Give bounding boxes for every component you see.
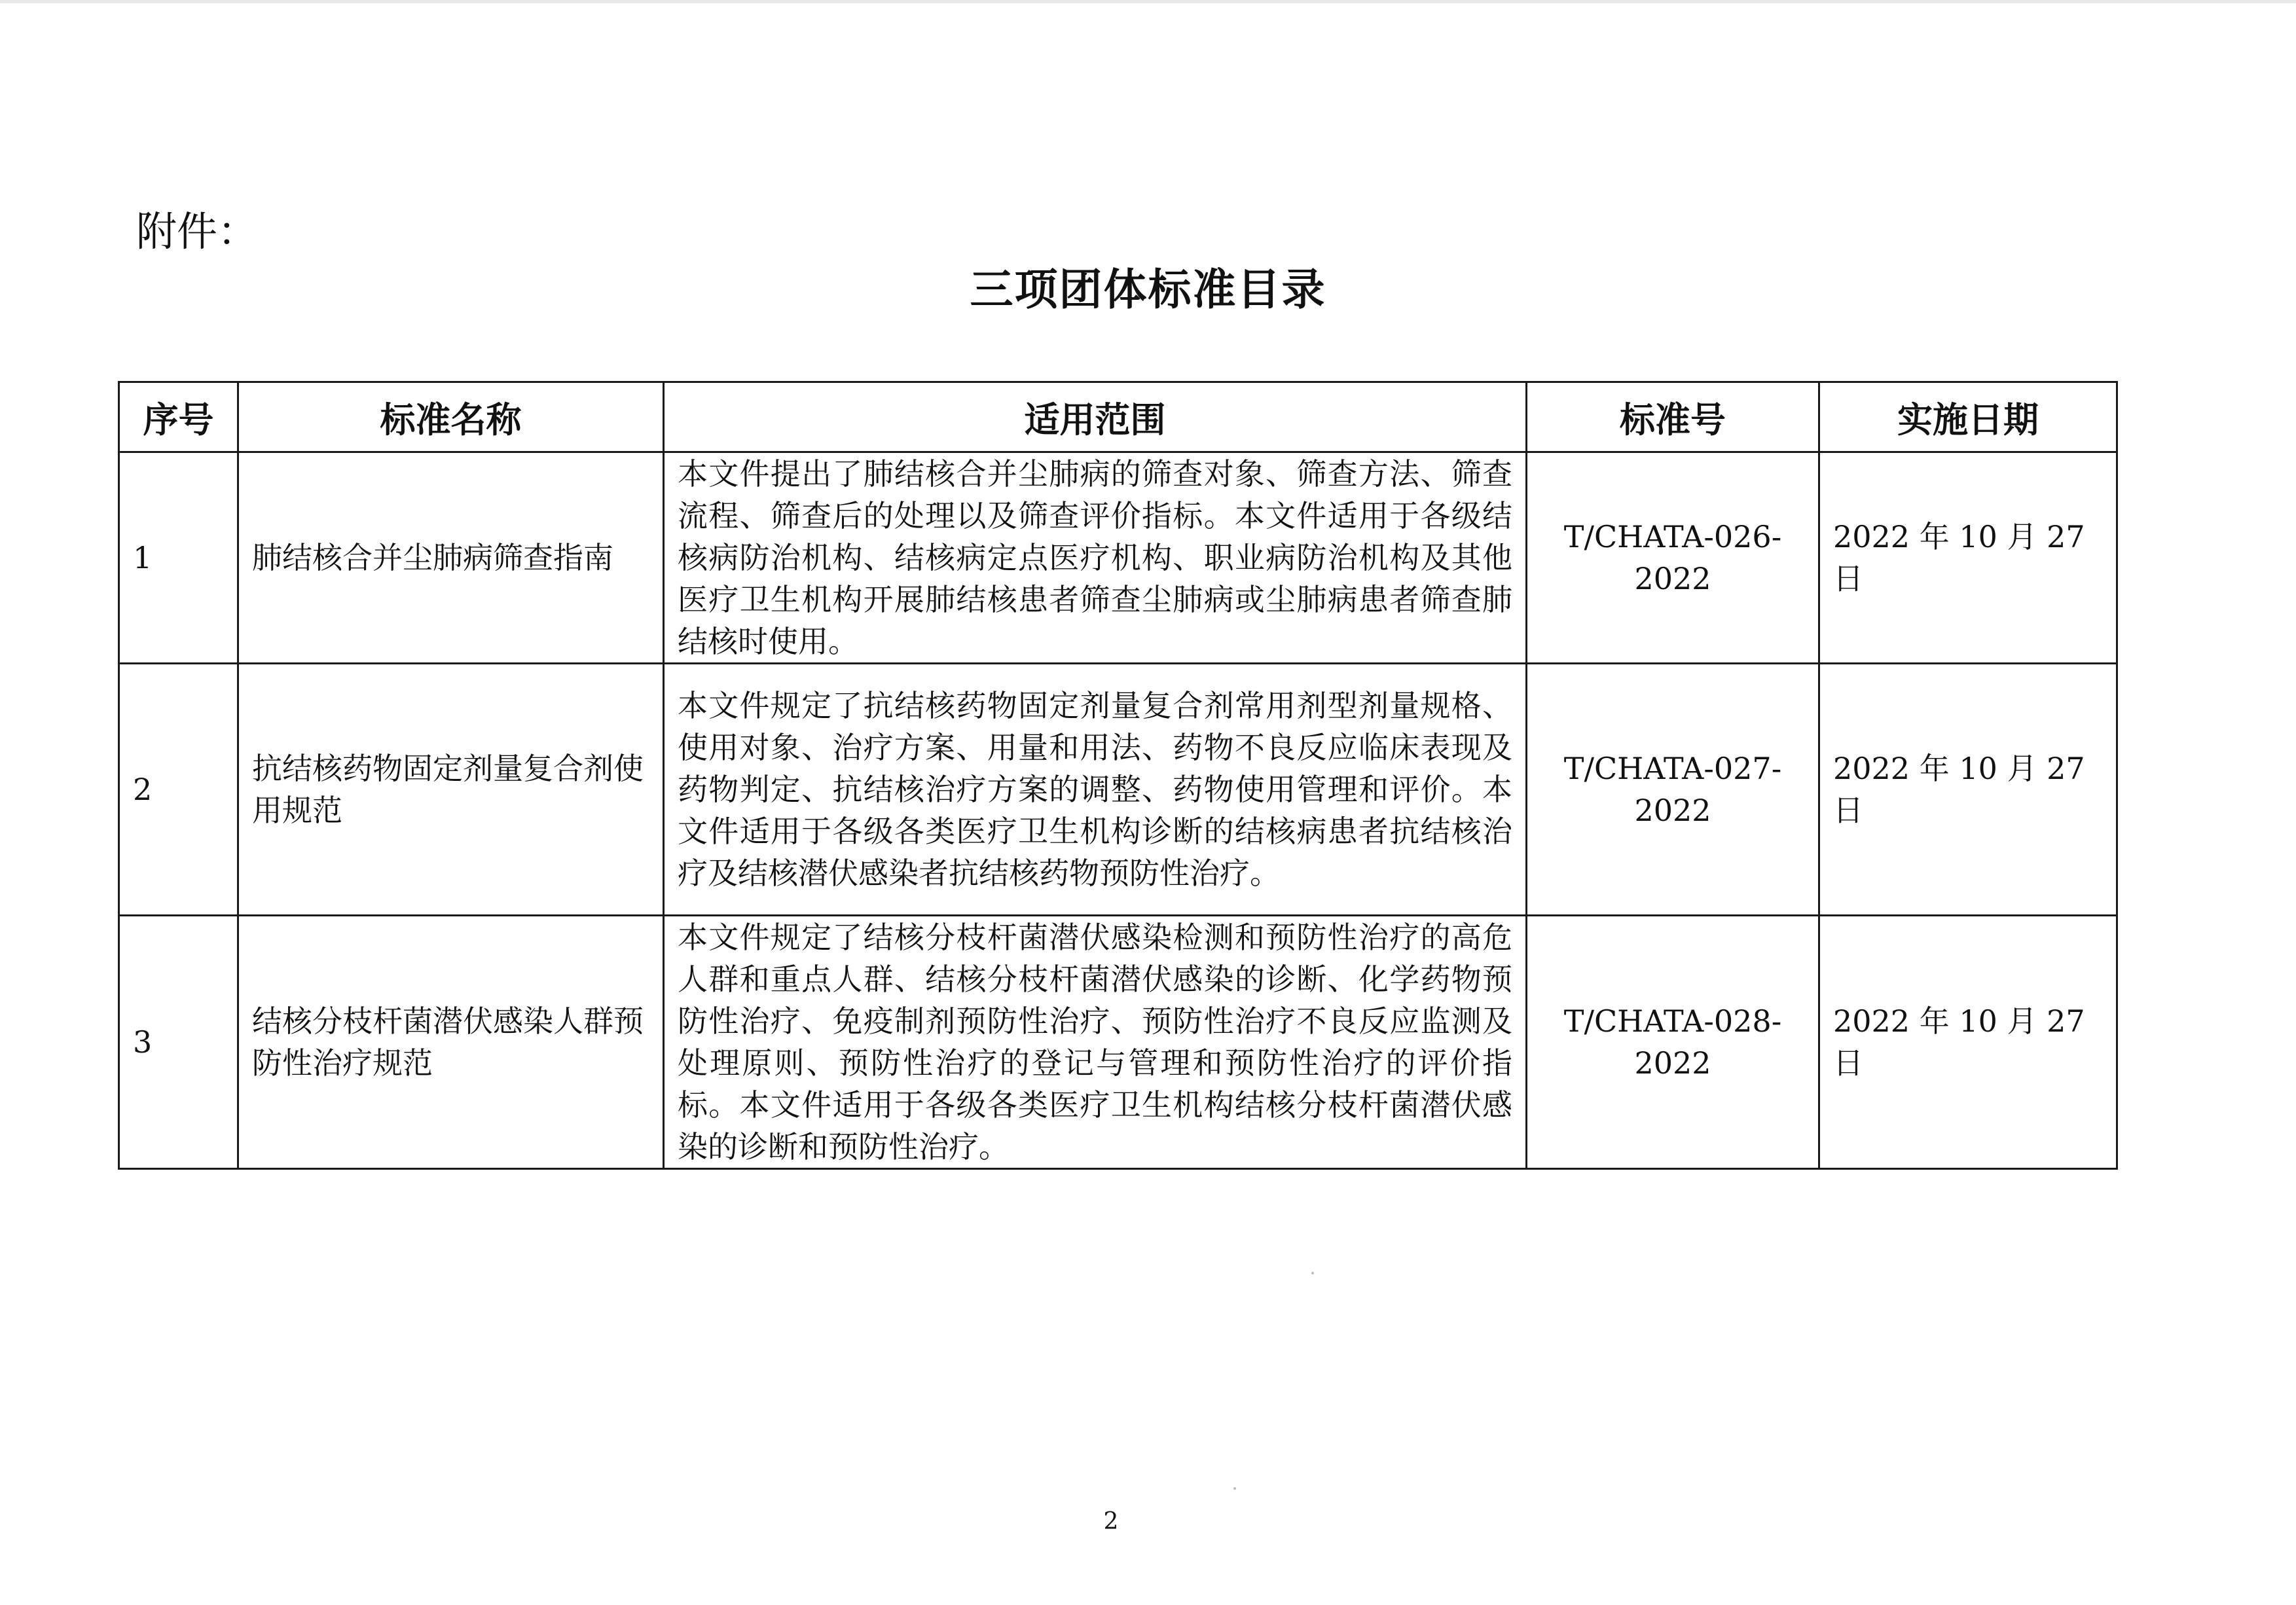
standards-table	[118, 381, 2118, 1170]
cell-standard-code: T/CHATA-026-2022	[1527, 452, 1819, 664]
table-row	[119, 916, 2117, 1169]
table-row	[119, 664, 2117, 916]
cell-effective-date: 2022 年 10 月 27 日	[1819, 664, 2117, 916]
table-row	[119, 452, 2117, 664]
cell-standard-name: 肺结核合并尘肺病筛查指南	[238, 452, 664, 664]
column-header-date: 实施日期	[1819, 382, 2117, 452]
cell-scope: 本文件规定了结核分枝杆菌潜伏感染检测和预防性治疗的高危人群和重点人群、结核分枝杆菌潜伏感染的诊断、化学药物预防性治疗、免疫制剂预防性治疗、预防性治疗不良反应监测及处理原则、预防性治疗的登记与管理和预防性治疗的评价指标。本文件适用于各级各类医疗卫生机构结核分枝杆菌潜伏感染的诊断和预防性治疗。	[664, 916, 1527, 1169]
cell-seq: 3	[119, 916, 238, 1169]
cell-scope: 本文件提出了肺结核合并尘肺病的筛查对象、筛查方法、筛查流程、筛查后的处理以及筛查评价指标。本文件适用于各级结核病防治机构、结核病定点医疗机构、职业病防治机构及其他医疗卫生机构开展肺结核患者筛查尘肺病或尘肺病患者筛查肺结核时使用。	[664, 452, 1527, 664]
cell-scope: 本文件规定了抗结核药物固定剂量复合剂常用剂型剂量规格、使用对象、治疗方案、用量和用法、药物不良反应临床表现及药物判定、抗结核治疗方案的调整、药物使用管理和评价。本文件适用于各级各类医疗卫生机构诊断的结核病患者抗结核治疗及结核潜伏感染者抗结核药物预防性治疗。	[664, 664, 1527, 916]
attachment-label: 附件：	[136, 207, 259, 255]
cell-standard-name: 结核分枝杆菌潜伏感染人群预防性治疗规范	[238, 916, 664, 1169]
column-header-seq: 序号	[119, 382, 238, 452]
cell-standard-name: 抗结核药物固定剂量复合剂使用规范	[238, 664, 664, 916]
cell-effective-date: 2022 年 10 月 27 日	[1819, 916, 2117, 1169]
column-header-name: 标准名称	[238, 382, 664, 452]
scan-speck	[1311, 1272, 1314, 1274]
table-header-row	[119, 382, 2117, 452]
cell-standard-code: T/CHATA-028-2022	[1527, 916, 1819, 1169]
cell-seq: 1	[119, 452, 238, 664]
scan-speck	[1233, 1487, 1236, 1490]
cell-standard-code: T/CHATA-027-2022	[1527, 664, 1819, 916]
cell-effective-date: 2022 年 10 月 27 日	[1819, 452, 2117, 664]
scan-edge	[0, 0, 2296, 3]
column-header-scope: 适用范围	[664, 382, 1527, 452]
cell-seq: 2	[119, 664, 238, 916]
page-number: 2	[1103, 1508, 1119, 1535]
column-header-code: 标准号	[1527, 382, 1819, 452]
document-title: 三项团体标准目录	[970, 264, 1326, 315]
